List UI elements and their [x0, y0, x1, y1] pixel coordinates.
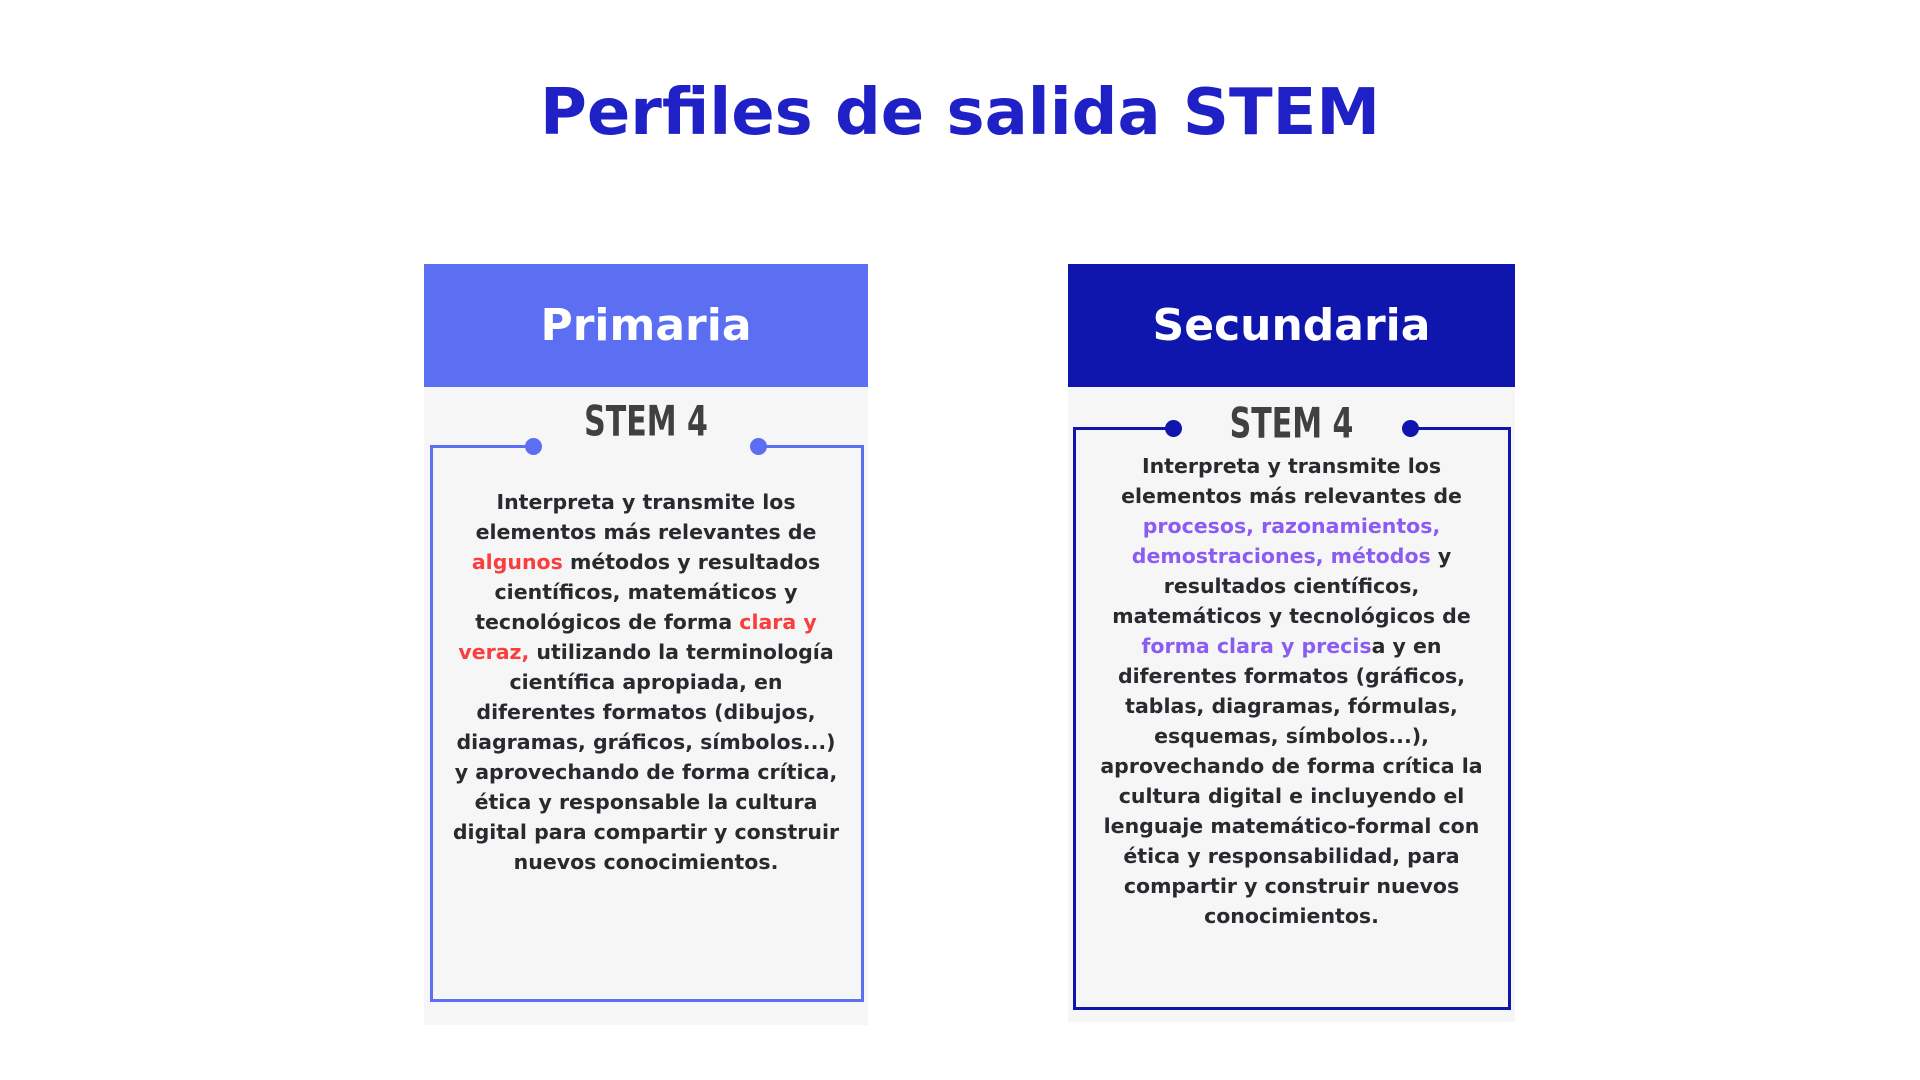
- text-segment: Interpreta y transmite los elementos más relevantes de: [475, 490, 817, 544]
- frame-top-line-left: [1073, 427, 1174, 430]
- card-primaria-profile-text: [451, 487, 841, 877]
- card-secundaria: [1068, 264, 1515, 1022]
- card-secundaria-header: [1068, 264, 1515, 387]
- card-primaria: [424, 264, 868, 1025]
- text-segment: utilizando la terminología científica apropiada, en diferentes formatos (dibujos, diagramas, gráficos, símbolos...) y aprovechando de forma crítica, ética y responsable la cultura digital para compartir y construir nuevos conocimientos.: [452, 640, 840, 874]
- highlighted-text: forma clara y precis: [1141, 634, 1372, 658]
- card-secundaria-header-label: Secundaria: [1152, 300, 1431, 351]
- card-primaria-header: [424, 264, 868, 387]
- card-secundaria-profile-text: [1088, 451, 1495, 931]
- highlighted-text: clara y veraz,: [458, 610, 817, 664]
- connector-dot-right: [1402, 420, 1419, 437]
- connector-dot-left: [1165, 420, 1182, 437]
- card-secundaria-subtitle: STEM 4: [1229, 399, 1354, 449]
- highlighted-text: procesos, razonamientos, demostraciones, métodos: [1131, 514, 1441, 568]
- card-primaria-subtitle: STEM 4: [584, 397, 708, 447]
- frame-top-line-right: [1410, 427, 1511, 430]
- page-title: Perfiles de salida STEM: [539, 76, 1381, 150]
- frame-top-line-left: [430, 445, 534, 448]
- text-segment: Interpreta y transmite los elementos más relevantes de: [1121, 454, 1462, 508]
- text-segment: y resultados científicos, matemáticos y tecnológicos de: [1112, 544, 1471, 628]
- connector-dot-left: [525, 438, 542, 455]
- frame-top-line-right: [758, 445, 864, 448]
- card-primaria-header-label: Primaria: [540, 300, 752, 351]
- text-segment: métodos y resultados científicos, matemáticos y tecnológicos de forma: [475, 550, 821, 634]
- highlighted-text: algunos: [471, 550, 563, 574]
- connector-dot-right: [750, 438, 767, 455]
- card-secundaria-body: [1068, 387, 1515, 1022]
- card-primaria-body: [424, 387, 868, 1025]
- text-segment: a y en diferentes formatos (gráficos, tablas, diagramas, fórmulas, esquemas, símbolos...), aprovechando de forma crítica la cultura digital e incluyendo el lenguaje matemático-formal con ética y responsabilidad, para compartir y construir nuevos conocimientos.: [1100, 634, 1483, 928]
